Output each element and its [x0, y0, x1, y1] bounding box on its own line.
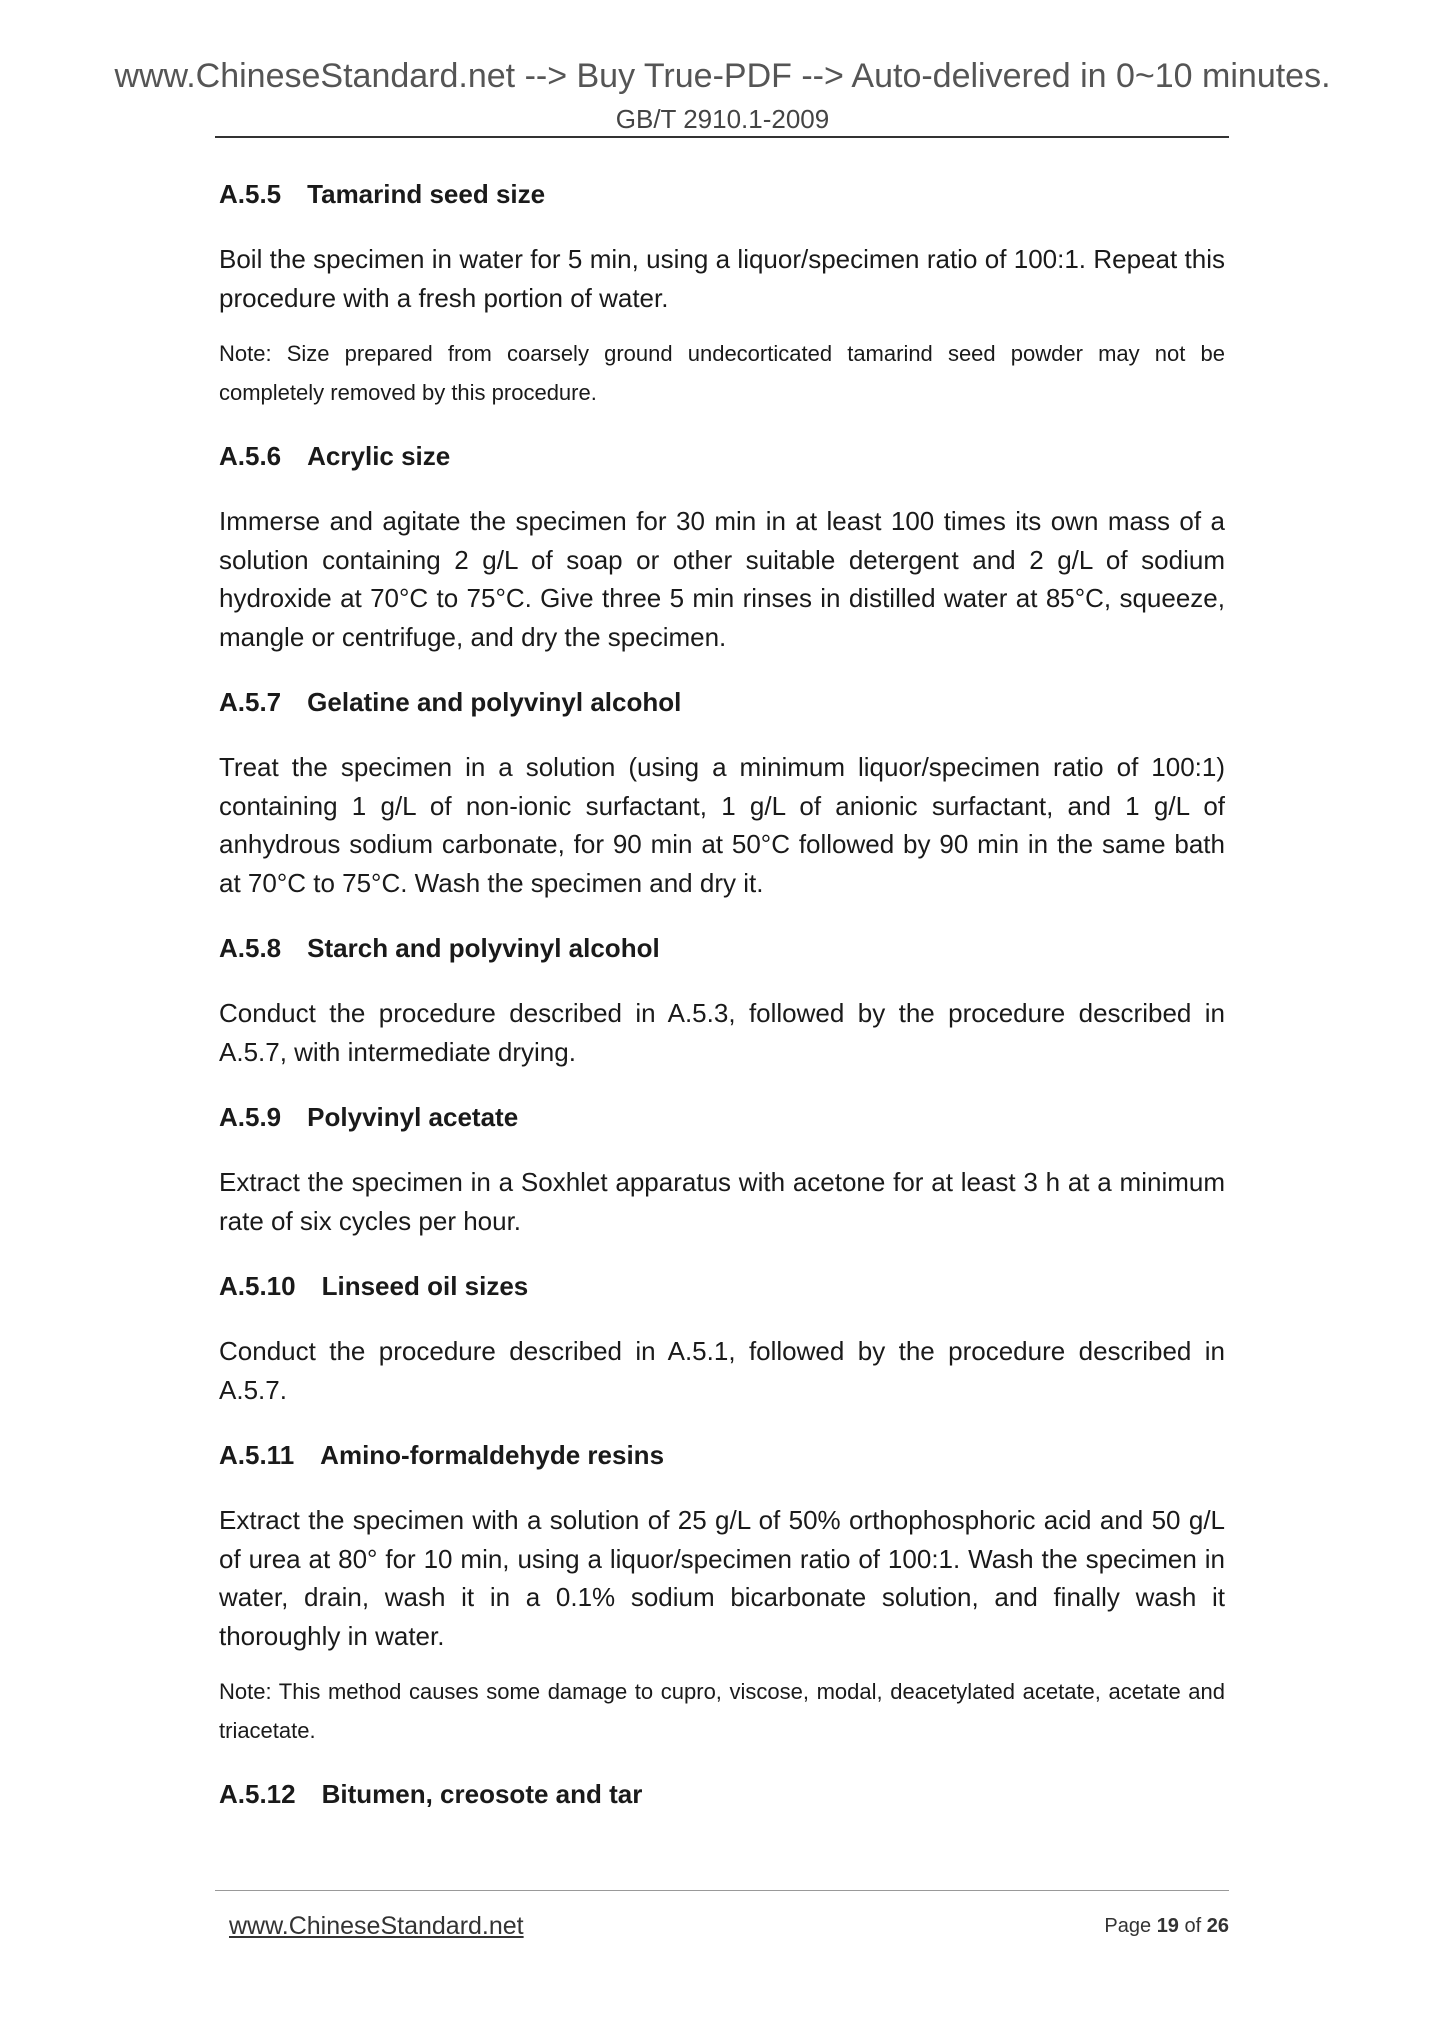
section-heading-a59: [219, 1097, 1225, 1137]
section-number: A.5.6: [219, 441, 282, 471]
standard-code: GB/T 2910.1-2009: [615, 104, 830, 134]
section-heading-a511: [219, 1435, 1225, 1475]
section-number: A.5.10: [219, 1271, 296, 1301]
page-word: Page: [1104, 1915, 1152, 1937]
section-title: Linseed oil sizes: [321, 1271, 529, 1301]
section-title: Tamarind seed size: [307, 179, 546, 209]
footer-divider: [215, 1890, 1229, 1891]
note: Note: Size prepared from coarsely ground undecorticated tamarind seed powder may not be completely removed by this procedure.: [219, 341, 1225, 405]
paragraph: Conduct the procedure described in A.5.3, followed by the procedure described in A.5.7, with intermediate drying.: [219, 998, 1225, 1067]
section-number: A.5.5: [219, 179, 282, 209]
paragraph: Boil the specimen in water for 5 min, using a liquor/specimen ratio of 100:1. Repeat this procedure with a fresh portion of water.: [219, 244, 1225, 313]
footer-link[interactable]: www.ChineseStandard.net: [229, 1912, 524, 1940]
paragraph: Extract the specimen in a Soxhlet apparatus with acetone for at least 3 h at a minimum rate of six cycles per hour.: [219, 1167, 1225, 1236]
section-number: A.5.12: [219, 1779, 296, 1809]
page-total: 26: [1206, 1915, 1229, 1937]
document-body: [219, 174, 1225, 1814]
section-number: A.5.7: [219, 687, 282, 717]
section-title: Amino-formaldehyde resins: [320, 1440, 665, 1470]
section-heading-a57: [219, 682, 1225, 722]
section-title: Gelatine and polyvinyl alcohol: [307, 687, 682, 717]
top-banner[interactable]: www.ChineseStandard.net --> Buy True-PDF --> Auto-delivered in 0~10 minutes.: [114, 57, 1331, 95]
paragraph: Treat the specimen in a solution (using a minimum liquor/specimen ratio of 100:1) containing 1 g/L of non-ionic surfactant, 1 g/L of anionic surfactant, and 1 g/L of anhydrous sodium carbonate, for 90 min at 50°C followed by 90 min in the same bath at 70°C to 75°C. Wash the specimen and dry it.: [219, 752, 1225, 898]
header-divider: [215, 136, 1229, 138]
section-heading-a55: [219, 174, 1225, 214]
section-heading-a58: [219, 928, 1225, 968]
paragraph: Conduct the procedure described in A.5.1, followed by the procedure described in A.5.7.: [219, 1336, 1225, 1405]
paragraph: Extract the specimen with a solution of 25 g/L of 50% orthophosphoric acid and 50 g/L of urea at 80° for 10 min, using a liquor/specimen ratio of 100:1. Wash the specimen in water, drain, wash it in a 0.1% sodium bicarbonate solution, and finally wash it thoroughly in water.: [219, 1505, 1225, 1651]
paragraph: Immerse and agitate the specimen for 30 min in at least 100 times its own mass of a solution containing 2 g/L of soap or other suitable detergent and 2 g/L of sodium hydroxide at 70°C to 75°C. Give three 5 min rinses in distilled water at 85°C, squeeze, mangle or centrifuge, and dry the specimen.: [219, 506, 1225, 652]
section-number: A.5.8: [219, 933, 282, 963]
section-title: Acrylic size: [307, 441, 451, 471]
section-title: Starch and polyvinyl alcohol: [307, 933, 660, 963]
section-title: Polyvinyl acetate: [307, 1102, 519, 1132]
section-heading-a56: [219, 436, 1225, 476]
page-of: of: [1184, 1915, 1202, 1937]
page-indicator: [1104, 1915, 1229, 1938]
section-number: A.5.9: [219, 1102, 282, 1132]
page-current: 19: [1156, 1915, 1179, 1937]
section-heading-a510: [219, 1266, 1225, 1306]
section-heading-a512: [219, 1774, 1225, 1814]
note: Note: This method causes some damage to cupro, viscose, modal, deacetylated acetate, acetate and triacetate.: [219, 1679, 1225, 1743]
section-number: A.5.11: [219, 1440, 295, 1470]
section-title: Bitumen, creosote and tar: [321, 1779, 643, 1809]
